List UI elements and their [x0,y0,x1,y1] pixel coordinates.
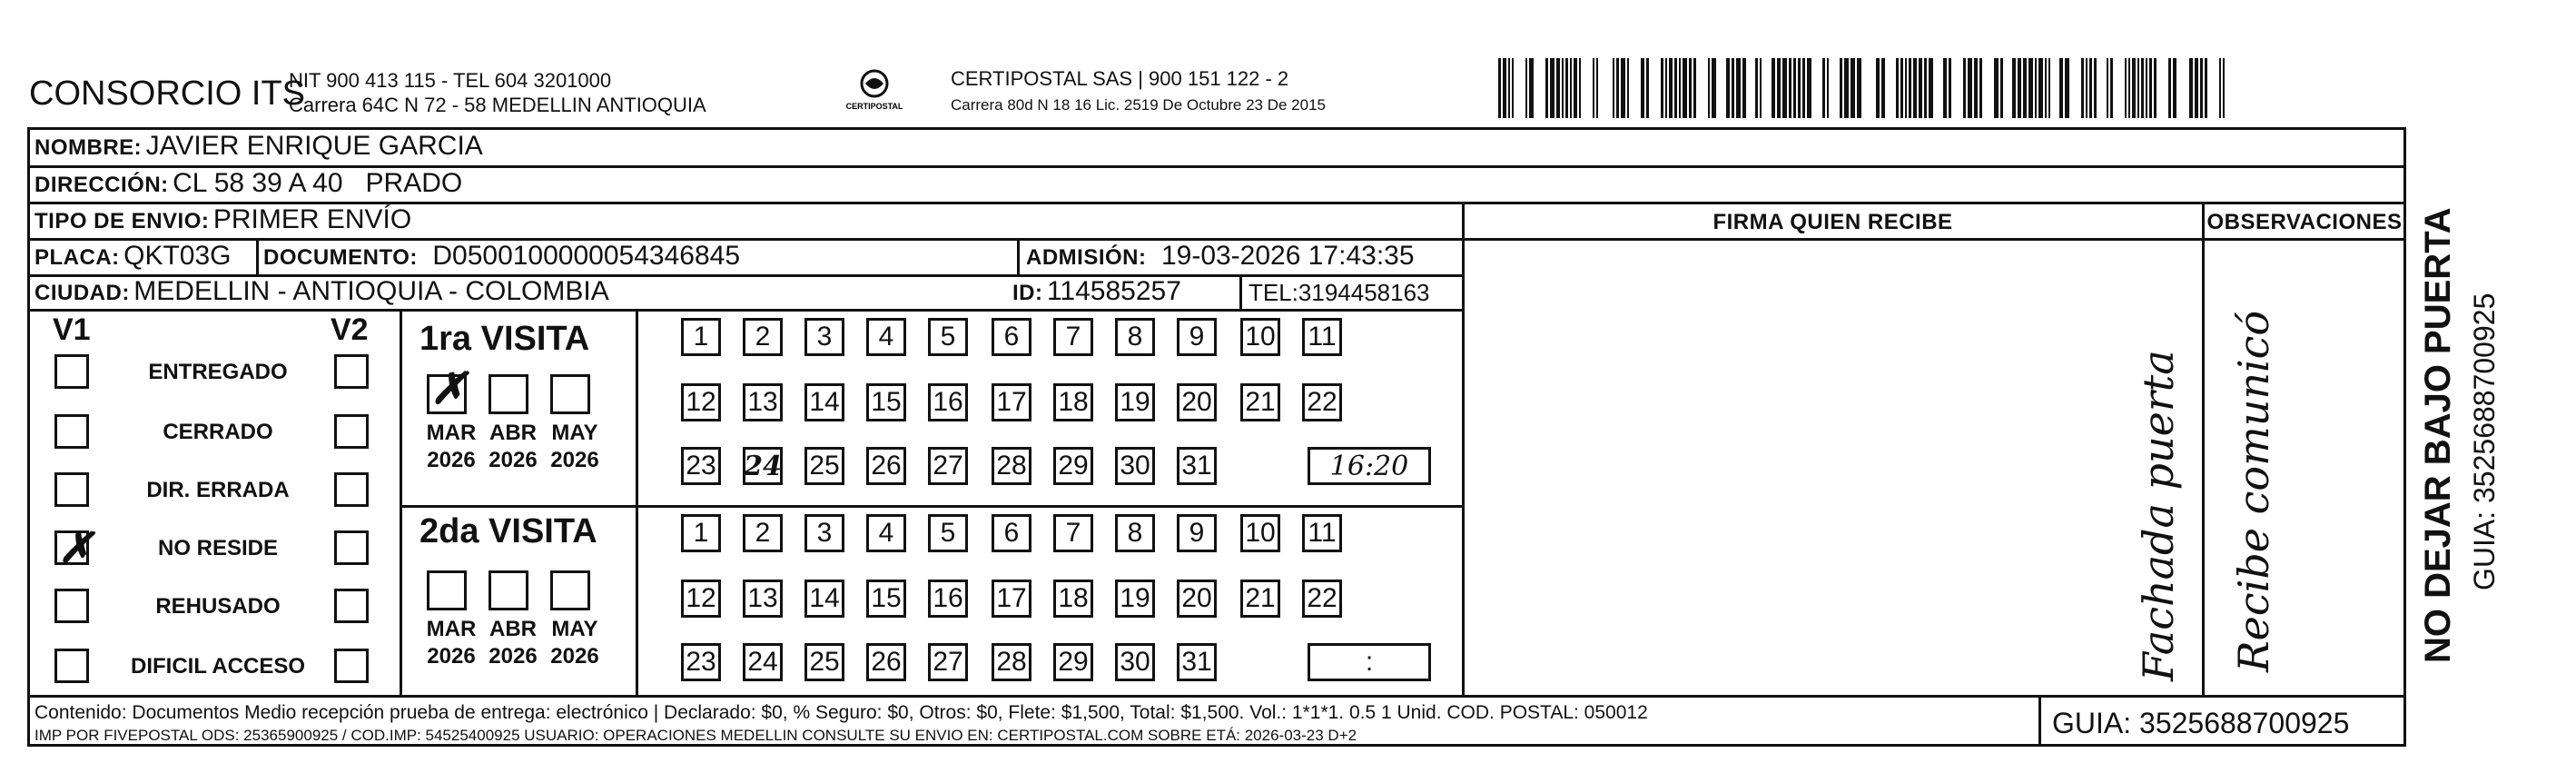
second-day-20[interactable]: 20 [1177,580,1217,618]
documento-label: DOCUMENTO: [263,245,418,270]
first-day-24[interactable]: 24 [743,447,783,485]
v2-checkbox-2[interactable] [334,472,369,507]
second-day-12[interactable]: 12 [681,580,721,618]
documento-field [263,241,740,272]
second-day-24[interactable]: 24 [743,643,783,681]
second-year-label: 2026 [427,644,476,669]
first-day-21[interactable]: 21 [1240,383,1280,421]
second-day-1[interactable]: 1 [681,514,721,552]
tel-value: TEL:3194458163 [1249,279,1430,306]
first-day-13[interactable]: 13 [743,383,783,421]
placa-label: PLACA: [35,245,120,270]
second-day-9[interactable]: 9 [1177,514,1217,552]
first-day-16[interactable]: 16 [928,383,968,421]
second-month-label: ABR [489,617,537,641]
second-day-14[interactable]: 14 [804,580,844,618]
ciudad-field [35,276,609,307]
first-day-6[interactable]: 6 [992,318,1031,356]
direccion-value: CL 58 39 A 40 PRADO [173,168,463,198]
nombre-label: NOMBRE: [35,135,143,160]
tipo-envio-value: PRIMER ENVÍO [212,204,412,234]
direccion-label: DIRECCIÓN: [35,173,169,197]
second-day-26[interactable]: 26 [866,643,906,681]
second-time-box[interactable]: : [1308,643,1431,681]
status-label: DIR. ERRADA [146,478,290,502]
second-day-7[interactable]: 7 [1053,514,1093,552]
first-day-20[interactable]: 20 [1177,383,1217,421]
footer-contenido: Contenido: Documentos Medio recepción prueba de entrega: electrónico | Declarado: $0, % Seguro: $0, Otros: $0, Flete: $1,500, Total: $1,500. Vol.: 1*1*1. 0.5 1 Unid. COD. POSTAL: 050012 [35,702,1648,723]
v1-checkbox-4[interactable] [54,589,89,623]
observation-handwriting-1: Fachada puerta [2134,350,2183,681]
ciudad-label: CIUDAD: [35,281,130,305]
admision-field [1026,241,1415,272]
observaciones-label: OBSERVACIONES [2206,210,2403,234]
nombre-value: JAVIER ENRIQUE GARCIA [145,131,483,161]
second-year-label: 2026 [550,644,599,669]
first-day-29[interactable]: 29 [1053,447,1093,485]
status-label: CERRADO [163,420,273,444]
nombre-field [35,131,483,162]
first-month-label: MAY [551,421,598,445]
admision-label: ADMISIÓN: [1026,245,1147,270]
first-month-label: MAR [426,421,477,445]
first-day-11[interactable]: 11 [1302,318,1342,356]
observation-handwriting-2: Recibe comunicó [2229,310,2278,672]
v2-checkbox-5[interactable] [334,649,369,683]
certipostal-logo [834,67,915,114]
first-day-19[interactable]: 19 [1115,383,1155,421]
status-label: DIFICIL ACCESO [130,654,305,679]
company-name: CONSORCIO ITS [29,74,306,113]
footer-impresion: IMP POR FIVEPOSTAL ODS: 25365900925 / COD.IMP: 54525400925 USUARIO: OPERACIONES MEDELLIN CONSULTE SU ENVIO EN: CERTIPOSTAL.COM SOBRE ETÁ: 2026-03-23 D+2 [35,727,1357,744]
second-day-30[interactable]: 30 [1115,643,1155,681]
logo-text: CERTIPOSTAL [845,102,903,111]
first-day-10[interactable]: 10 [1240,318,1280,356]
status-label: REHUSADO [155,594,281,619]
id-value: 114585257 [1046,276,1181,306]
v2-header: V2 [331,312,369,347]
first-day-4[interactable]: 4 [866,318,906,356]
second-day-31[interactable]: 31 [1177,643,1217,681]
first-day-30[interactable]: 30 [1115,447,1155,485]
first-day-22[interactable]: 22 [1302,383,1342,421]
second-day-10[interactable]: 10 [1240,514,1280,552]
first-year-label: 2026 [489,448,538,472]
v1-checkbox-0[interactable] [54,354,89,389]
second-day-4[interactable]: 4 [866,514,906,552]
second-day-6[interactable]: 6 [992,514,1031,552]
v2-checkbox-4[interactable] [334,589,369,623]
ciudad-value: MEDELLIN - ANTIOQUIA - COLOMBIA [133,276,609,306]
second-day-18[interactable]: 18 [1053,580,1093,618]
first-month-check-mark-icon: ✗ [430,363,468,414]
company-address: Carrera 64C N 72 - 58 MEDELLIN ANTIOQUIA [289,94,706,116]
second-day-25[interactable]: 25 [804,643,844,681]
second-day-13[interactable]: 13 [743,580,783,618]
first-time-box[interactable]: 16:20 [1308,447,1431,485]
v1-checkbox-2[interactable] [54,472,89,507]
first-month-checkbox-2[interactable] [550,374,590,414]
carrier-name: CERTIPOSTAL SAS | 900 151 122 - 2 [951,67,1289,90]
id-field [1012,276,1181,307]
second-month-label: MAY [551,617,598,641]
v1-checkbox-1[interactable] [54,414,89,449]
v2-checkbox-0[interactable] [334,354,369,389]
placa-field [35,241,231,272]
tipo-envio-label: TIPO DE ENVIO: [35,209,210,233]
firma-label: FIRMA QUIEN RECIBE [1712,210,1953,234]
first-day-17[interactable]: 17 [992,383,1031,421]
second-day-16[interactable]: 16 [928,580,968,618]
status-label: ENTREGADO [148,360,288,384]
first-year-label: 2026 [427,448,476,472]
second-day-3[interactable]: 3 [804,514,844,552]
direccion-field [35,168,462,199]
second-month-checkbox-1[interactable] [489,570,528,610]
first-day-2[interactable]: 2 [743,318,783,356]
first-day-14[interactable]: 14 [804,383,844,421]
second-visit-title: 2da VISITA [419,512,597,550]
placa-value: QKT03G [123,241,232,271]
second-month-label: MAR [426,617,477,641]
footer-guia: GUIA: 3525688700925 [2052,707,2350,739]
second-day-17[interactable]: 17 [992,580,1031,618]
second-month-checkbox-2[interactable] [550,570,590,610]
first-day-1[interactable]: 1 [681,318,721,356]
second-day-11[interactable]: 11 [1302,514,1342,552]
first-day-31[interactable]: 31 [1177,447,1217,485]
second-day-28[interactable]: 28 [992,643,1031,681]
v1-check-mark-icon: ✗ [58,523,94,572]
first-year-label: 2026 [550,448,599,472]
v1-header: V1 [53,312,91,347]
first-month-label: ABR [489,421,537,445]
first-day-12[interactable]: 12 [681,383,721,421]
second-day-29[interactable]: 29 [1053,643,1093,681]
first-day-7[interactable]: 7 [1053,318,1093,356]
v2-checkbox-3[interactable] [334,530,369,565]
first-day-18[interactable]: 18 [1053,383,1093,421]
admision-value: 19-03-2026 17:43:35 [1160,241,1415,271]
first-day-15[interactable]: 15 [866,383,906,421]
no-dejar-bajo-puerta: NO DEJAR BAJO PUERTA [2418,207,2458,663]
v2-checkbox-1[interactable] [334,414,369,449]
first-day-25[interactable]: 25 [804,447,844,485]
second-day-2[interactable]: 2 [743,514,783,552]
second-day-21[interactable]: 21 [1240,580,1280,618]
second-year-label: 2026 [489,644,538,669]
documento-value: D0500100000054346845 [432,241,741,271]
status-label: NO RESIDE [157,536,279,560]
first-day-26[interactable]: 26 [866,447,906,485]
carrier-address: Carrera 80d N 18 16 Lic. 2519 De Octubre 23 De 2015 [951,96,1326,114]
first-day-3[interactable]: 3 [804,318,844,356]
barcode [1498,58,2225,118]
first-month-checkbox-1[interactable] [489,374,528,414]
second-day-27[interactable]: 27 [928,643,968,681]
company-nit: NIT 900 413 115 - TEL 604 3201000 [289,69,612,92]
first-visit-title: 1ra VISITA [419,320,590,358]
first-day-8[interactable]: 8 [1115,318,1155,356]
first-day-5[interactable]: 5 [928,318,968,356]
second-day-23[interactable]: 23 [681,643,721,681]
second-day-5[interactable]: 5 [928,514,968,552]
side-guia-number: GUIA: 3525688700925 [2468,292,2501,590]
second-day-22[interactable]: 22 [1302,580,1342,618]
second-day-15[interactable]: 15 [866,580,906,618]
first-day-27[interactable]: 27 [928,447,968,485]
second-month-checkbox-0[interactable] [427,570,467,610]
logo-mark-icon [834,67,915,114]
first-day-9[interactable]: 9 [1177,318,1217,356]
second-day-19[interactable]: 19 [1115,580,1155,618]
v1-checkbox-5[interactable] [54,649,89,683]
second-day-8[interactable]: 8 [1115,514,1155,552]
id-label: ID: [1012,281,1043,305]
tipo-envio-field [35,204,411,235]
first-day-23[interactable]: 23 [681,447,721,485]
first-day-28[interactable]: 28 [992,447,1031,485]
